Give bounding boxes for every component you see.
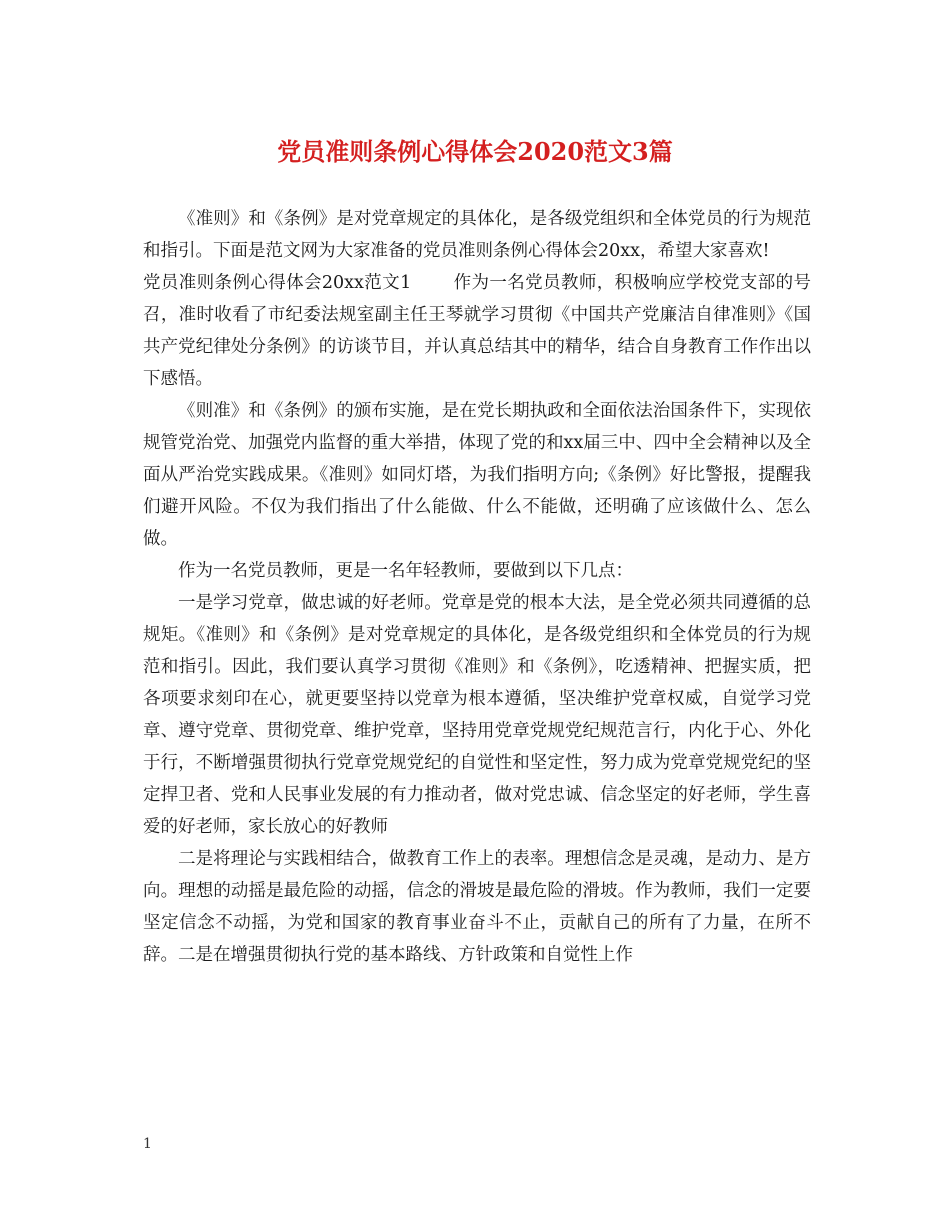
- section-one-text: 作为一名党员教师，积极响应学校党支部的号召，准时收看了市纪委法规室副主任王琴就学习贯彻《中国共产党廉洁自律准则》《国共产党纪律处分条例》的访谈节目，并认真总结其中的精华，结合自身教育工作作出以下感悟。: [143, 273, 812, 389]
- intro-paragraph: 《准则》和《条例》是对党章规定的具体化，是各级党组织和全体党员的行为规范和指引。下面是范文网为大家准备的党员准则条例心得体会20xx，希望大家喜欢!: [143, 209, 811, 261]
- body-paragraph-4: 二是将理论与实践相结合，做教育工作上的表率。理想信念是灵魂，是动力、是方向。理想的动摇是最危险的动摇，信念的滑坡是最危险的滑坡。作为教师，我们一定要坚定信念不动摇，为党和国家的教育事业奋斗不止，贡献自己的所有了力量，在所不辞。二是在增强贯彻执行党的基本路线、方针政策和自觉性上作: [143, 849, 811, 965]
- body-paragraph-2: 作为一名党员教师，更是一名年轻教师，要做到以下几点：: [178, 561, 633, 581]
- body-paragraph-1: 《则准》和《条例》的颁布实施，是在党长期执政和全面依法治国条件下，实现依规管党治党、加强党内监督的重大举措，体现了党的和xx届三中、四中全会精神以及全面从严治党实践成果。《准则》如同灯塔，为我们指明方向;《条例》好比警报，提醒我们避开风险。不仅为我们指出了什么能做、什么不能做，还明确了应该做什么、怎么做。: [143, 401, 811, 549]
- section-one-heading: 党员准则条例心得体会20xx范文1: [143, 273, 412, 293]
- body-paragraph-3: 一是学习党章，做忠诚的好老师。党章是党的根本大法，是全党必须共同遵循的总规矩。《准则》和《条例》是对党章规定的具体化，是各级党组织和全体党员的行为规范和指引。因此，我们要认真学习贯彻《准则》和《条例》，吃透精神、把握实质，把各项要求刻印在心，就更要坚持以党章为根本遵循，坚决维护党章权威，自觉学习党章、遵守党章、贯彻党章、维护党章，坚持用党章党规党纪规范言行，内化于心、外化于行，不断增强贯彻执行党章党规党纪的自觉性和坚定性，努力成为党章党规党纪的坚定捍卫者、党和人民事业发展的有力推动者，做对党忠诚、信念坚定的好老师，学生喜爱的好老师，家长放心的好教师: [143, 593, 811, 837]
- document-body: [143, 203, 811, 971]
- document-title: 党员准则条例心得体会2020范文3篇: [277, 137, 673, 166]
- page-number: 1: [143, 1136, 152, 1152]
- section-one-paragraph: [143, 267, 811, 395]
